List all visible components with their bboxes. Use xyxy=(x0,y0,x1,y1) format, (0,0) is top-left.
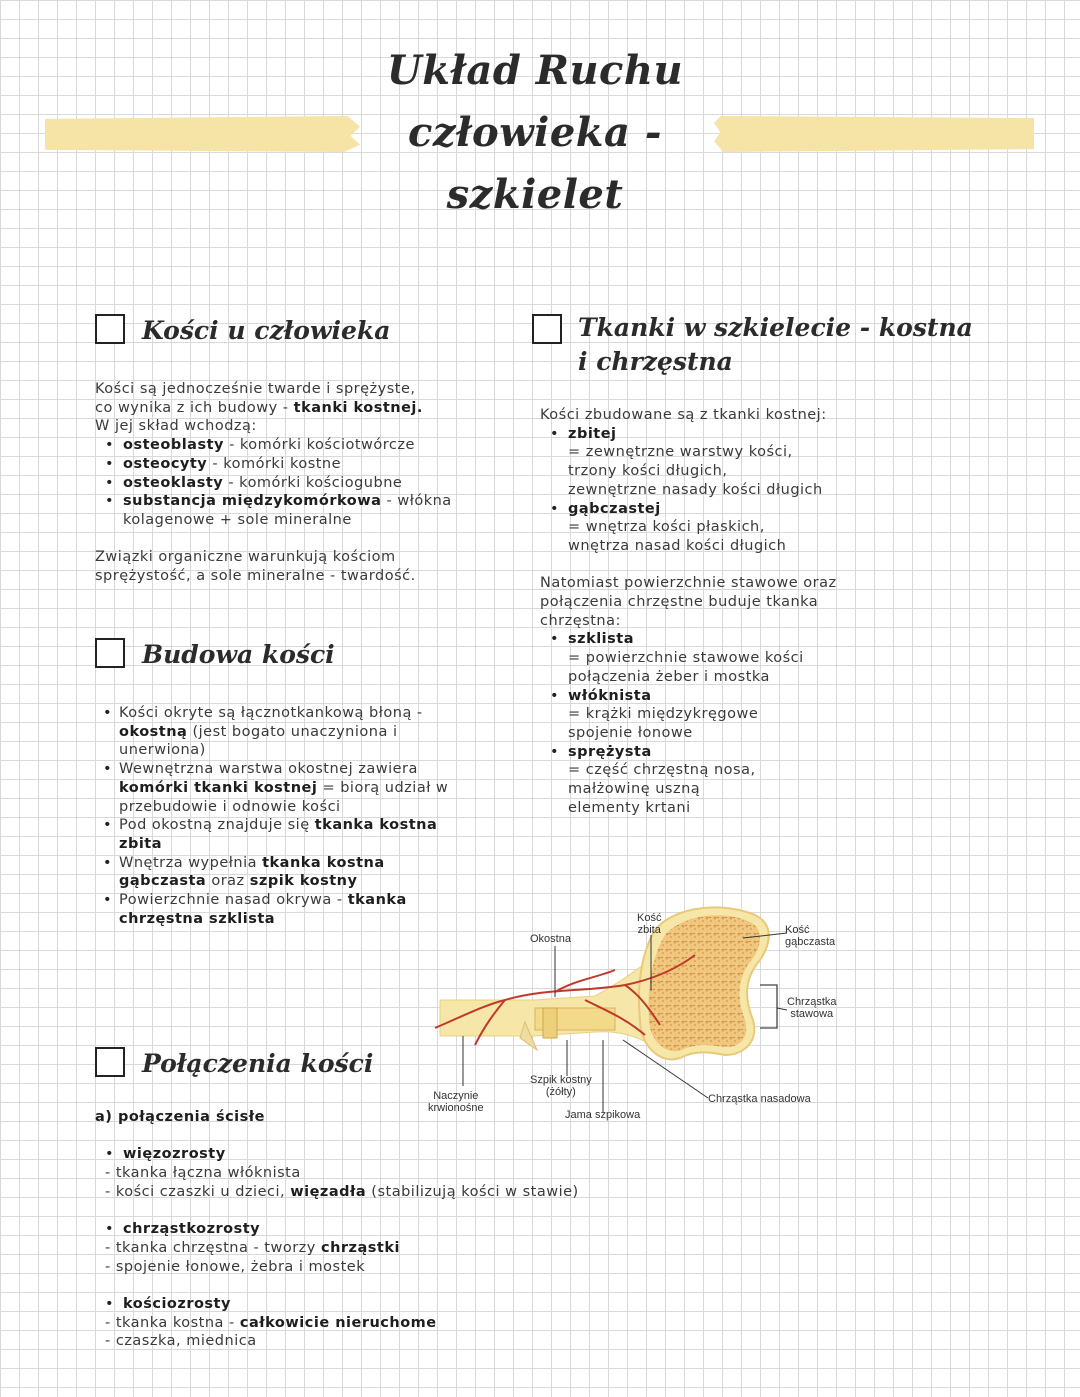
wiezozrosty-title: • więzozrosty xyxy=(95,1145,655,1164)
bone-diagram xyxy=(425,900,865,1130)
cartilage-bracket xyxy=(760,985,777,1028)
kosciozrosty-line-1: - tkanka kostna - całkowicie nieruchome xyxy=(105,1314,437,1331)
label-jama: Jama szpikowa xyxy=(565,1109,641,1121)
budowa-list xyxy=(97,704,497,928)
label-okostna: Okostna xyxy=(530,933,571,945)
polaczenia-checkbox[interactable] xyxy=(95,1047,125,1077)
list-item: • osteoblasty - komórki kościotwórcze xyxy=(95,436,495,455)
wiezozrosty-line-1: - tkanka łączna włóknista xyxy=(105,1165,301,1182)
tkanki-intro: Kości zbudowane są z tkanki kostnej: xyxy=(540,407,827,423)
label-chrzastka-nasadowa: Chrząstka nasadowa xyxy=(708,1093,811,1105)
tkanki-body xyxy=(540,406,940,817)
tkanki-natomiast-2: połączenia chrzęstne buduje tkanka xyxy=(540,594,819,611)
chrzastkozrosty-title: • chrząstkozrosty xyxy=(95,1220,655,1239)
tkanki-natomiast-1: Natomiast powierzchnie stawowe oraz xyxy=(540,575,837,592)
polaczenia-heading: Połączenia kości xyxy=(142,1049,374,1078)
list-item: • włóknista = krążki międzykręgowe spojenie łonowe xyxy=(540,687,940,743)
wiezozrosty-line-2: - kości czaszki u dzieci, więzadła (stabilizują kości w stawie) xyxy=(105,1183,579,1200)
polaczenia-body xyxy=(95,1108,655,1351)
label-kosc-gabczasta: Kość gąbczasta xyxy=(785,924,836,948)
list-item: • Pod okostną znajduje się tkanka kostna zbita xyxy=(97,816,497,853)
tkanki-checkbox[interactable] xyxy=(532,314,562,344)
chrzastkozrosty-line-1: - tkanka chrzęstna - tworzy chrząstki xyxy=(105,1239,400,1256)
title-line-3: szkielet xyxy=(446,171,624,218)
tkanki-heading-line-1: Tkanki w szkielecie - kostna xyxy=(578,313,973,342)
kosci-intro-1: Kości są jednocześnie twarde i sprężyste, xyxy=(95,381,416,397)
label-chrzastka-stawowa: Chrząstka stawowa xyxy=(787,996,837,1020)
kosci-intro-2: co wynika z ich budowy - tkanki kostnej. xyxy=(95,399,423,416)
tkanki-heading xyxy=(578,311,973,379)
label-szpik: Szpik kostny (żółty) xyxy=(530,1074,592,1098)
list-item: • zbitej = zewnętrzne warstwy kości, trzony kości długich, zewnętrzne nasady kości długich xyxy=(540,425,940,500)
list-item: • substancja międzykomórkowa - włókna kolagenowe + sole mineralne xyxy=(95,492,495,529)
list-item: • Kości okryte są łącznotkankową błoną - okostną (jest bogato unaczyniona i unerwiona) xyxy=(97,704,497,760)
list-item: • Wnętrza wypełnia tkanka kostna gąbczasta oraz szpik kostny xyxy=(97,854,497,891)
tkanki-heading-line-2: i chrzęstna xyxy=(578,347,733,376)
list-item: • szklista = powierzchnie stawowe kości połączenia żeber i mostka xyxy=(540,630,940,686)
kosci-intro-3: W jej skład wchodzą: xyxy=(95,418,257,435)
label-kosc-zbita: Kość zbita xyxy=(637,912,662,936)
tkanki-kostna-list xyxy=(540,425,940,556)
kosci-body xyxy=(95,380,495,586)
chrzastkozrosty-line-2: - spojenie łonowe, żebra i mostek xyxy=(105,1258,366,1275)
title-highlight-left xyxy=(45,116,360,152)
kosciozrosty-title: • kościozrosty xyxy=(95,1295,655,1314)
kosci-heading: Kości u człowieka xyxy=(142,316,391,345)
list-item: • Wewnętrzna warstwa okostnej zawiera komórki tkanki kostnej = biorą udział w przebudowie i odnowie kości xyxy=(97,760,497,816)
kosci-outro-1: Związki organiczne warunkują kościom xyxy=(95,549,396,566)
list-item: • gąbczastej = wnętrza kości płaskich, wnętrza nasad kości długich xyxy=(540,500,940,556)
kosciozrosty-line-2: - czaszka, miednica xyxy=(105,1333,257,1350)
list-item: • sprężysta = część chrzęstną nosa, małżowinę uszną elementy krtani xyxy=(540,743,940,818)
title-highlight-right xyxy=(714,116,1034,152)
list-item: • osteocyty - komórki kostne xyxy=(95,455,495,474)
list-item: • Powierzchnie nasad okrywa - tkanka chrzęstna szklista xyxy=(97,891,497,928)
title-line-1: Układ Ruchu xyxy=(386,47,684,94)
title-line-2: człowieka - xyxy=(408,109,662,156)
tkanki-chrzestna-list xyxy=(540,630,940,817)
label-naczynie: Naczynie krwionośne xyxy=(428,1090,484,1114)
budowa-heading: Budowa kości xyxy=(142,640,335,669)
marrow-cut xyxy=(543,1008,557,1038)
list-item: • osteoklasty - komórki kościogubne xyxy=(95,474,495,493)
budowa-checkbox[interactable] xyxy=(95,638,125,668)
polaczenia-subheading: a) połączenia ścisłe xyxy=(95,1109,266,1125)
tkanki-natomiast-3: chrzęstna: xyxy=(540,612,621,629)
kosci-checkbox[interactable] xyxy=(95,314,125,344)
budowa-body xyxy=(97,704,497,928)
kosci-outro-2: sprężystość, a sole mineralne - twardość. xyxy=(95,568,416,585)
page-title xyxy=(360,40,710,226)
kosci-cells-list xyxy=(95,436,495,530)
